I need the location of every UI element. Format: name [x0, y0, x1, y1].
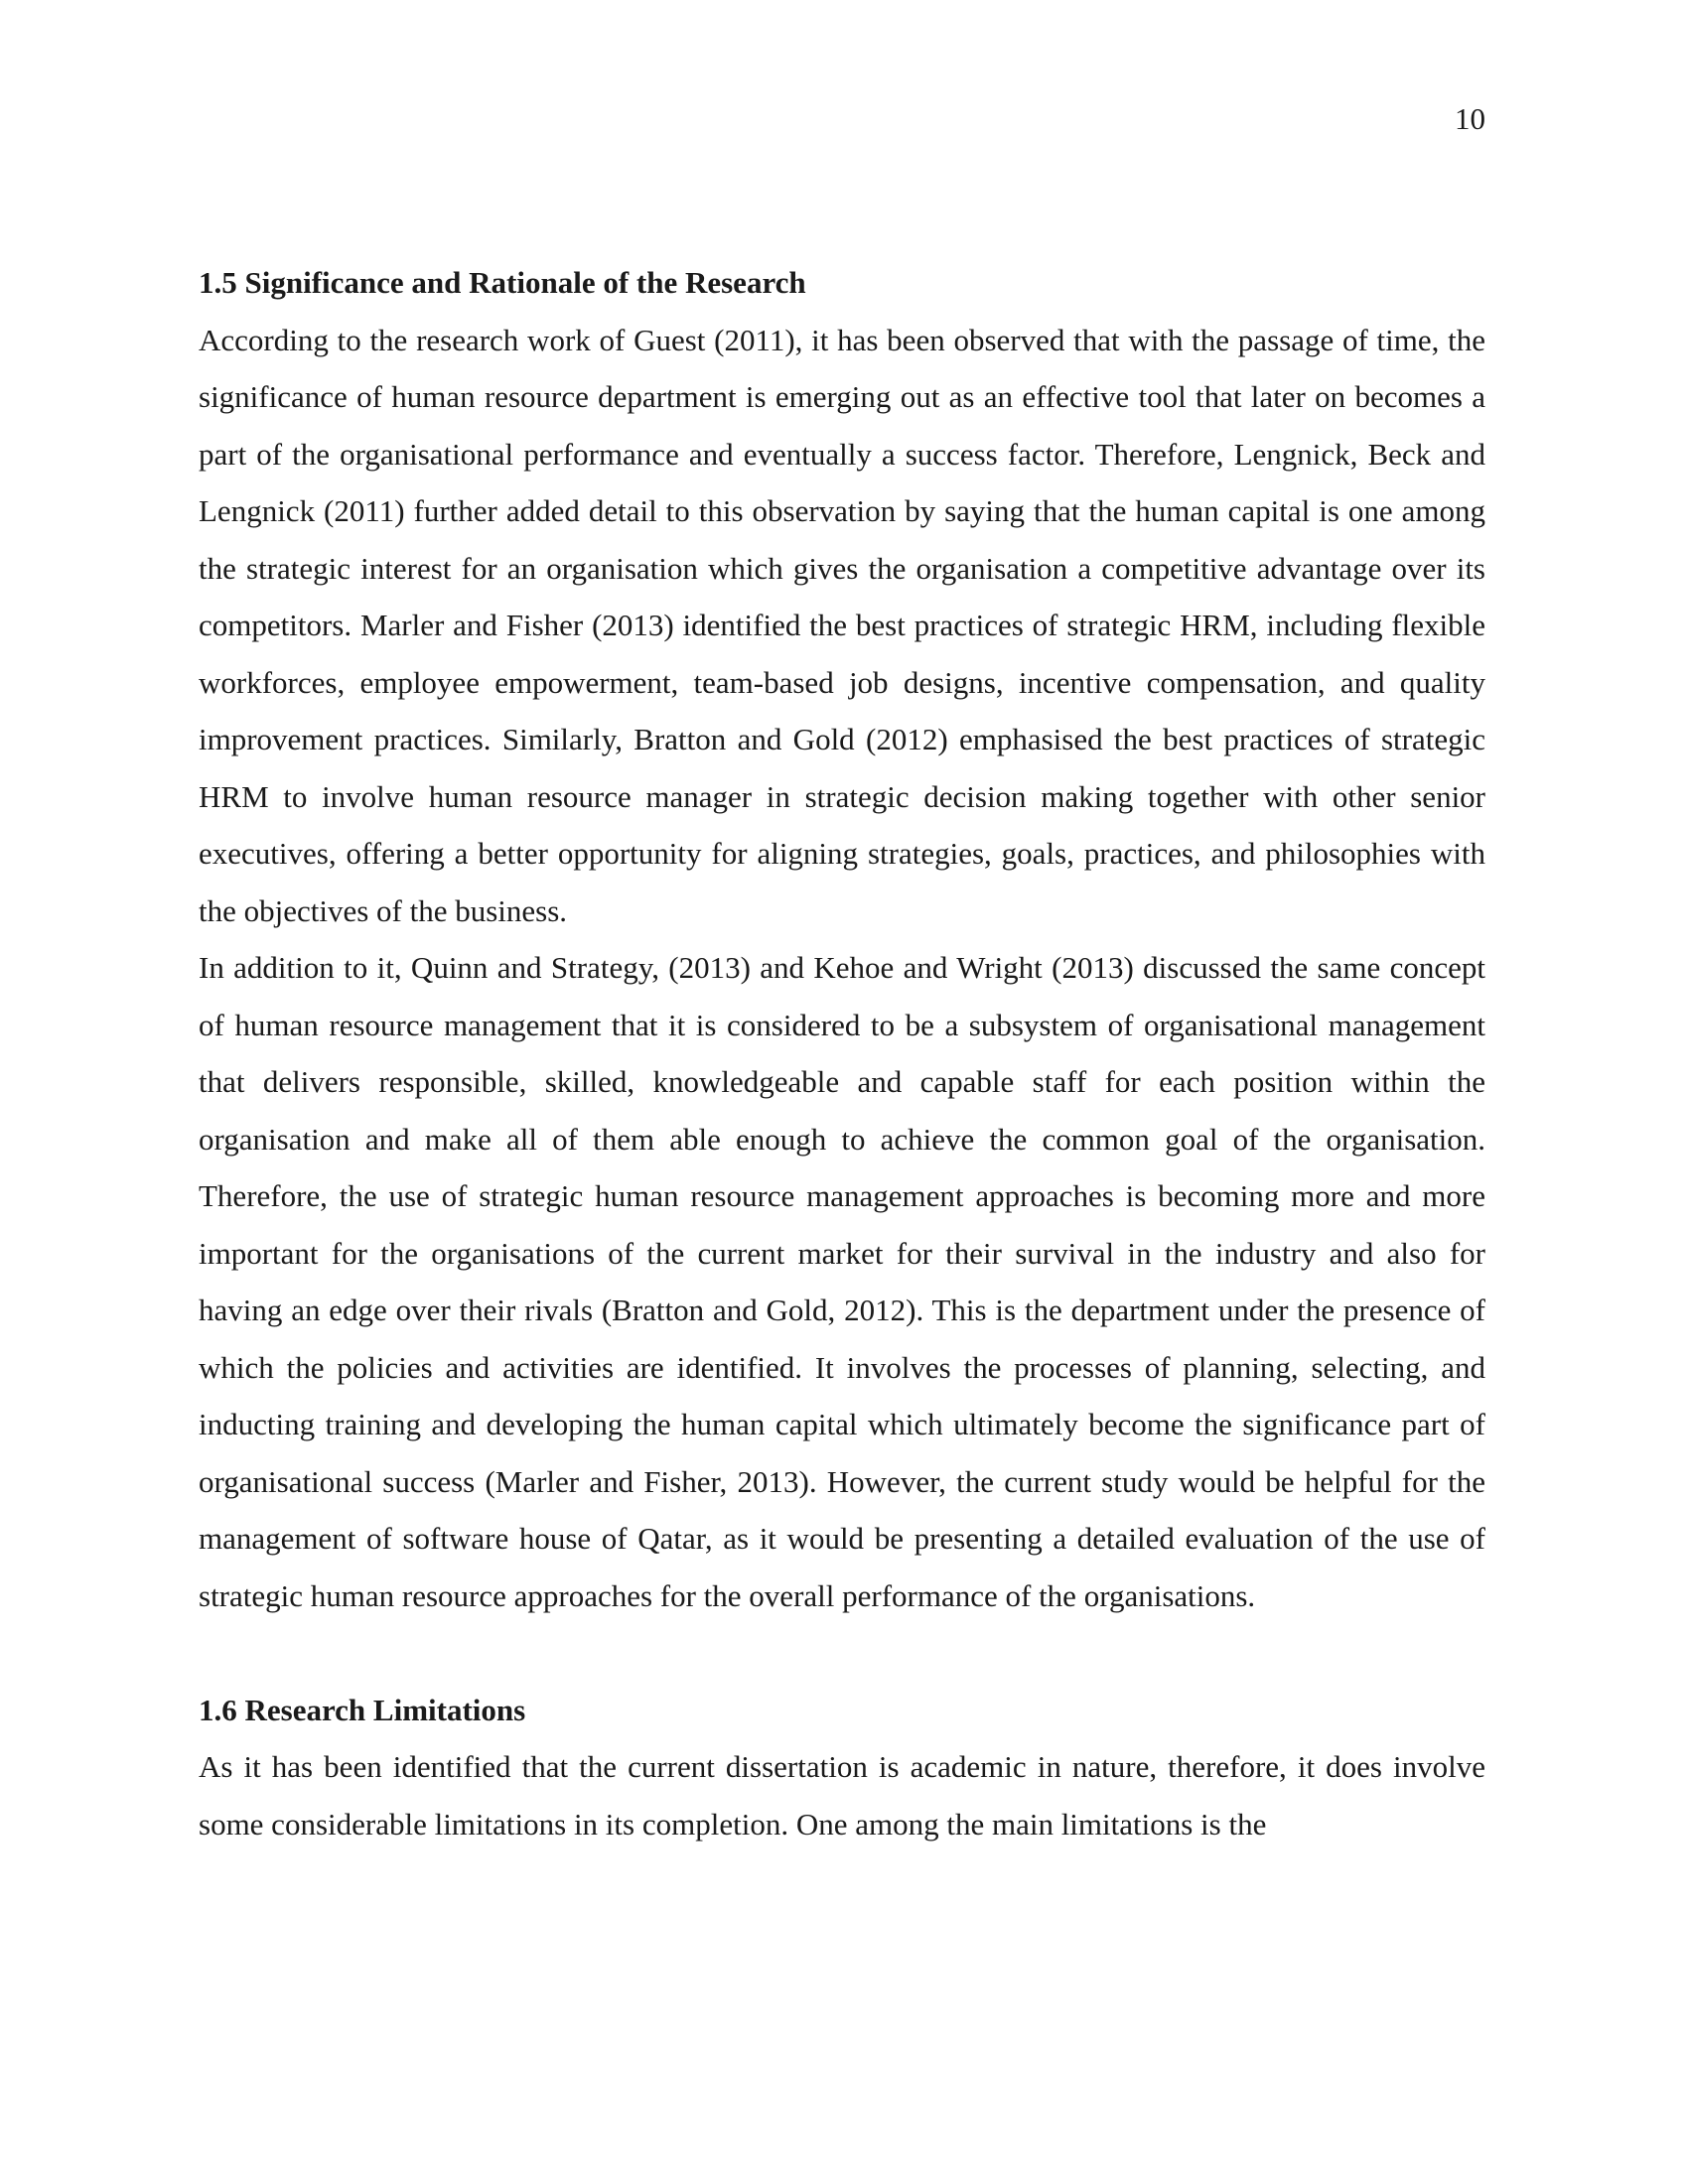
section-research-limitations: [199, 1682, 1485, 1853]
paragraph: In addition to it, Quinn and Strategy, (2013) and Kehoe and Wright (2013) discussed the same concept of human resource management that it is considered to be a subsystem of organisational management that delivers responsible, skilled, knowledgeable and capable staff for each position within the organisation and make all of them able enough to achieve the common goal of the organisation. Therefore, the use of strategic human resource management approaches is becoming more and more important for the organisations of the current market for their survival in the industry and also for having an edge over their rivals (Bratton and Gold, 2012). This is the department under the presence of which the policies and activities are identified. It involves the processes of planning, selecting, and inducting training and developing the human capital which ultimately become the significance part of organisational success (Marler and Fisher, 2013). However, the current study would be helpful for the management of software house of Qatar, as it would be presenting a detailed evaluation of the use of strategic human resource approaches for the overall performance of the organisations.: [199, 950, 1485, 1613]
page-number: 10: [1455, 101, 1485, 136]
section-significance-rationale: [199, 254, 1485, 1624]
section-spacer: [199, 1624, 1485, 1682]
paragraph: According to the research work of Guest (2011), it has been observed that with the passage of time, the significance of human resource department is emerging out as an effective tool that later on becomes a part of the organisational performance and eventually a success factor. Therefore, Lengnick, Beck and Lengnick (2011) further added detail to this observation by saying that the human capital is one among the strategic interest for an organisation which gives the organisation a competitive advantage over its competitors. Marler and Fisher (2013) identified the best practices of strategic HRM, including flexible workforces, employee empowerment, team-based job designs, incentive compensation, and quality improvement practices. Similarly, Bratton and Gold (2012) emphasised the best practices of strategic HRM to involve human resource manager in strategic decision making together with other senior executives, offering a better opportunity for aligning strategies, goals, practices, and philosophies with the objectives of the business.: [199, 322, 1485, 928]
page-content: [199, 254, 1485, 1852]
section-heading: 1.5 Significance and Rationale of the Research: [199, 265, 806, 300]
paragraph: As it has been identified that the current dissertation is academic in nature, therefore, it does involve some considerable limitations in its completion. One among the main limitations is the: [199, 1749, 1485, 1842]
section-heading: 1.6 Research Limitations: [199, 1692, 526, 1727]
